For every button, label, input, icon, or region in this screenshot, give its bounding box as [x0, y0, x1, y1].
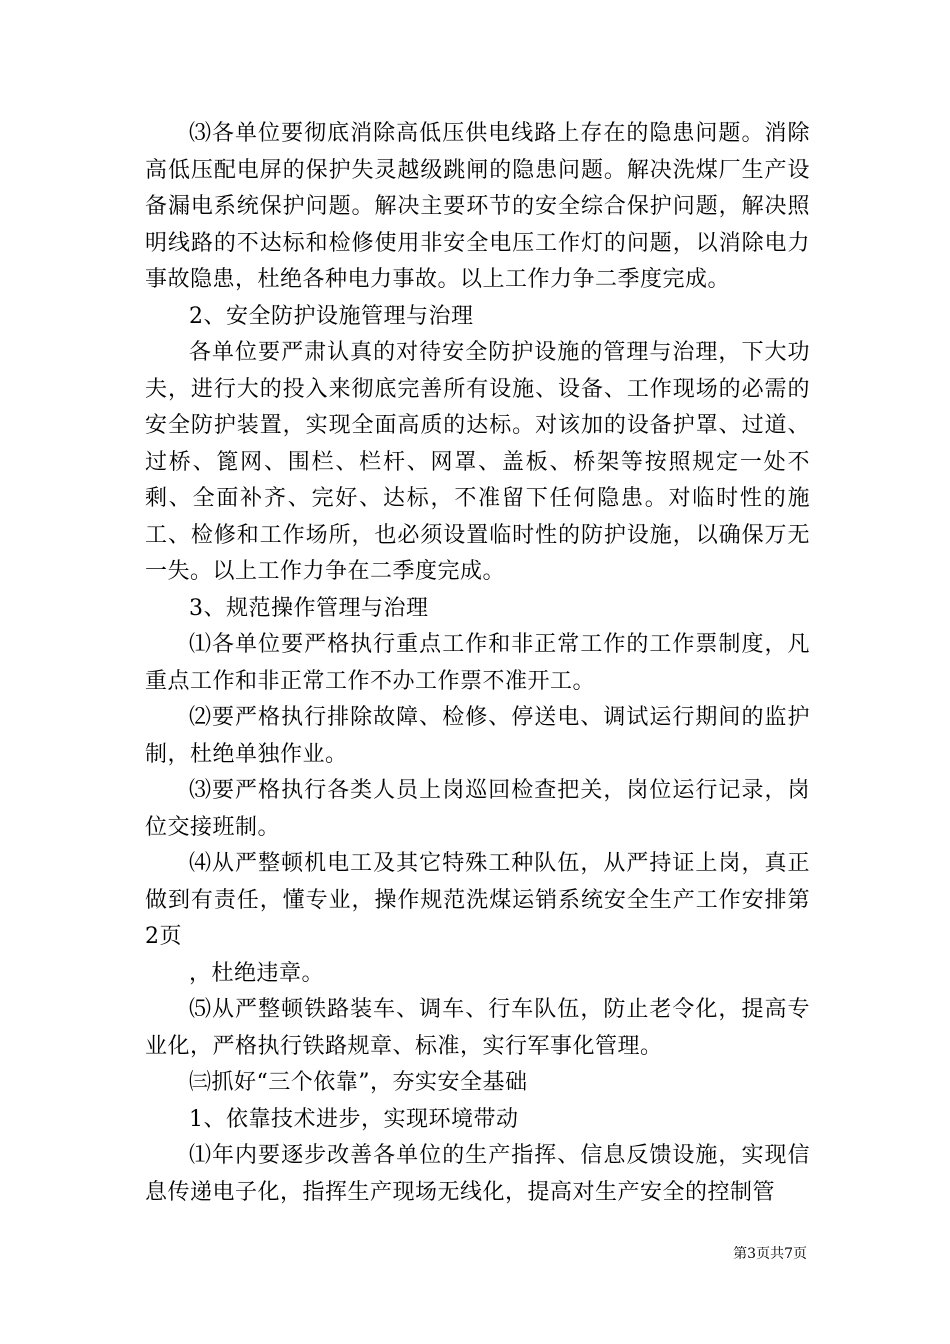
paragraph-electrician-team: ⑷从严整顿机电工及其它特殊工种队伍，从严持证上岗，真正做到有责任，懂专业，操作规范洗煤运销系统安全生产工作安排第2页	[145, 851, 810, 949]
document-body	[145, 116, 810, 1211]
paragraph-power-line-hazards: ⑶各单位要彻底消除高低压供电线路上存在的隐患问题。消除高低压配电屏的保护失灵越级跳闸的隐患问题。解决洗煤厂生产设备漏电系统保护问题。解决主要环节的安全综合保护问题，解决照明线路的不达标和检修使用非安全电压工作灯的问题，以消除电力事故隐患，杜绝各种电力事故。以上工作力争二季度完成。	[145, 121, 810, 292]
paragraph-no-violation: ，杜绝违章。	[189, 960, 325, 986]
paragraph-inspection: ⑶要严格执行各类人员上岗巡回检查把关，岗位运行记录，岗位交接班制。	[145, 778, 810, 840]
page-number: 第3页共7页	[733, 1246, 807, 1262]
heading-three-reliances: ㈢抓好“三个依靠”，夯实安全基础	[189, 1070, 528, 1095]
heading-standard-operation: 3、规范操作管理与治理	[189, 595, 429, 621]
paragraph-work-ticket: ⑴各单位要严格执行重点工作和非正常工作的工作票制度，凡重点工作和非正常工作不办工作票不准开工。	[145, 632, 810, 694]
paragraph-command-facilities: ⑴年内要逐步改善各单位的生产指挥、信息反馈设施，实现信息传递电子化，指挥生产现场无线化，提高对生产安全的控制管	[145, 1143, 810, 1205]
paragraph-safety-protection: 各单位要严肃认真的对待安全防护设施的管理与治理，下大功夫，进行大的投入来彻底完善所有设施、设备、工作现场的必需的安全防护装置，实现全面高质的达标。对该加的设备护罩、过道、过桥、篦网、围栏、栏杆、网罩、盖板、桥架等按照规定一处不剩、全面补齐、完好、达标，不准留下任何隐患。对临时性的施工、检修和工作场所，也必须设置临时性的防护设施，以确保万无一失。以上工作力争在二季度完成。	[145, 340, 810, 584]
heading-safety-protection: 2、安全防护设施管理与治理	[189, 303, 474, 329]
paragraph-railway-team: ⑸从严整顿铁路装车、调车、行车队伍，防止老令化，提高专业化，严格执行铁路规章、标准，实行军事化管理。	[145, 997, 810, 1059]
paragraph-supervision: ⑵要严格执行排除故障、检修、停送电、调试运行期间的监护制，杜绝单独作业。	[145, 705, 810, 767]
heading-technical-progress: 1、依靠技术进步，实现环境带动	[189, 1106, 519, 1132]
